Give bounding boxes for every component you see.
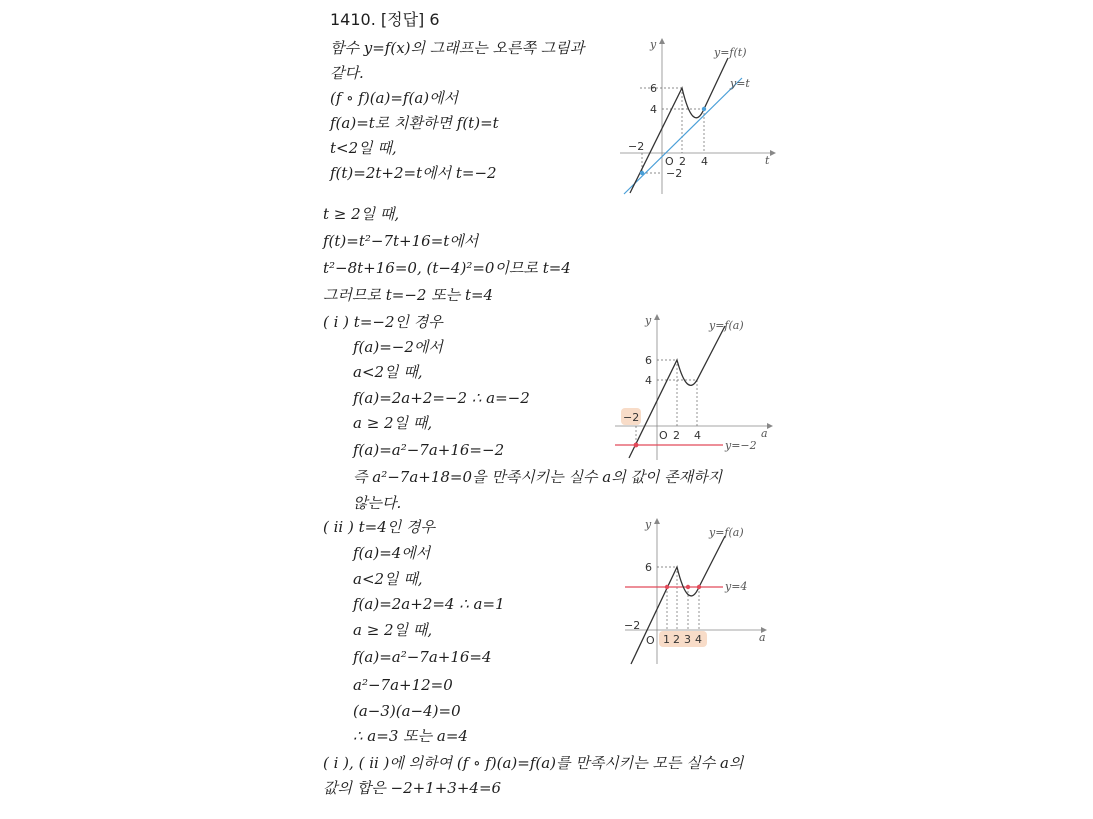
problem-header: 1410. [정답] 6 [330, 10, 440, 29]
g2-tick-x-4: 4 [694, 429, 701, 442]
g3-origin: O [646, 634, 655, 647]
g1-point-neg2 [640, 171, 644, 175]
part1-line-3: t²−8t+16=0, (t−4)²=0이므로 t=4 [323, 259, 571, 277]
case2-line-2: a<2일 때, [353, 570, 423, 588]
intro-line-4: f(a)=t로 치환하면 f(t)=t [330, 114, 499, 132]
intro-line-3: (f ∘ f)(a)=f(a)에서 [330, 89, 459, 107]
case1-line-6: 즉 a²−7a+18=0을 만족시키는 실수 a의 값이 존재하지 [353, 468, 723, 486]
g1-point-4 [702, 107, 706, 111]
g3-point-1 [665, 585, 669, 589]
intro-line-1: 함수 y=f(x)의 그래프는 오른쪽 그림과 [330, 39, 585, 57]
case1-line-5: f(a)=a²−7a+16=−2 [353, 441, 505, 459]
g2-tick-y-4: 4 [645, 374, 652, 387]
g3-tick-x-1: 1 [663, 633, 670, 646]
g3-point-4 [697, 585, 701, 589]
case2-line-4: a ≥ 2일 때, [353, 621, 433, 639]
case1-line-1: f(a)=−2에서 [353, 338, 443, 356]
intro-line-2: 같다. [330, 64, 364, 82]
g2-tick-y-6: 6 [645, 354, 652, 367]
g1-tick-y-neg2: −2 [666, 167, 683, 180]
g1-tick-x-2: 2 [679, 155, 686, 168]
graph-3 [615, 516, 795, 676]
g3-y-label: y [645, 518, 652, 531]
g3-tick-y-neg2: −2 [624, 619, 641, 632]
g1-origin: O [665, 155, 674, 168]
g2-x-label: a [761, 427, 768, 440]
conclusion-line-1: ( i ), ( ii )에 의하여 (f ∘ f)(a)=f(a)를 만족시키는 모든 실수 a의 [323, 754, 744, 772]
g2-curve-label: y=f(a) [709, 319, 744, 332]
case1-line-3: f(a)=2a+2=−2 ∴ a=−2 [353, 389, 530, 407]
g3-tick-x-4: 4 [695, 633, 702, 646]
g3-tick-x-2: 2 [673, 633, 680, 646]
g1-line-y-eq-t [624, 78, 742, 194]
case2-line-8: ∴ a=3 또는 a=4 [353, 727, 468, 745]
conclusion-line-2: 값의 합은 −2+1+3+4=6 [323, 779, 502, 797]
case2-line-5: f(a)=a²−7a+16=4 [353, 648, 492, 666]
case2-line-7: (a−3)(a−4)=0 [353, 702, 461, 720]
case1-line-7: 않는다. [353, 494, 402, 512]
g2-tick-x-neg2: −2 [623, 411, 640, 424]
part1-line-4: 그러므로 t=−2 또는 t=4 [323, 286, 494, 304]
case1-line-2: a<2일 때, [353, 363, 423, 381]
graph-1 [600, 36, 785, 196]
g2-point-neg2 [634, 443, 639, 448]
case2-title: ( ii ) t=4인 경우 [323, 518, 435, 536]
g1-curve-label: y=f(t) [714, 46, 747, 59]
g2-y-label: y [645, 314, 652, 327]
g1-tick-x-4: 4 [701, 155, 708, 168]
case2-line-1: f(a)=4에서 [353, 544, 431, 562]
case2-line-6: a²−7a+12=0 [353, 676, 453, 694]
g1-x-label: t [765, 154, 770, 167]
g2-line-label: y=−2 [725, 439, 757, 452]
g1-line-label: y=t [730, 77, 750, 90]
g3-point-3 [686, 585, 690, 589]
g2-tick-x-2: 2 [673, 429, 680, 442]
g3-tick-x-3: 3 [684, 633, 691, 646]
g3-tick-y-6: 6 [645, 561, 652, 574]
part1-line-2: f(t)=t²−7t+16=t에서 [323, 232, 479, 250]
g1-y-label: y [650, 38, 657, 51]
case2-line-3: f(a)=2a+2=4 ∴ a=1 [353, 595, 505, 613]
intro-line-5: t<2일 때, [330, 139, 397, 157]
g1-tick-y-4: 4 [650, 103, 657, 116]
intro-line-6: f(t)=2t+2=t에서 t=−2 [330, 164, 497, 182]
graph-2 [605, 312, 785, 472]
g1-tick-x-neg2: −2 [628, 140, 645, 153]
g1-tick-y-6: 6 [650, 82, 657, 95]
case1-line-4: a ≥ 2일 때, [353, 414, 433, 432]
part1-line-1: t ≥ 2일 때, [323, 205, 400, 223]
g2-origin: O [659, 429, 668, 442]
case1-title: ( i ) t=−2인 경우 [323, 313, 443, 331]
g3-line-label: y=4 [725, 580, 748, 593]
g3-curve-label: y=f(a) [709, 526, 744, 539]
g3-x-label: a [759, 631, 766, 644]
